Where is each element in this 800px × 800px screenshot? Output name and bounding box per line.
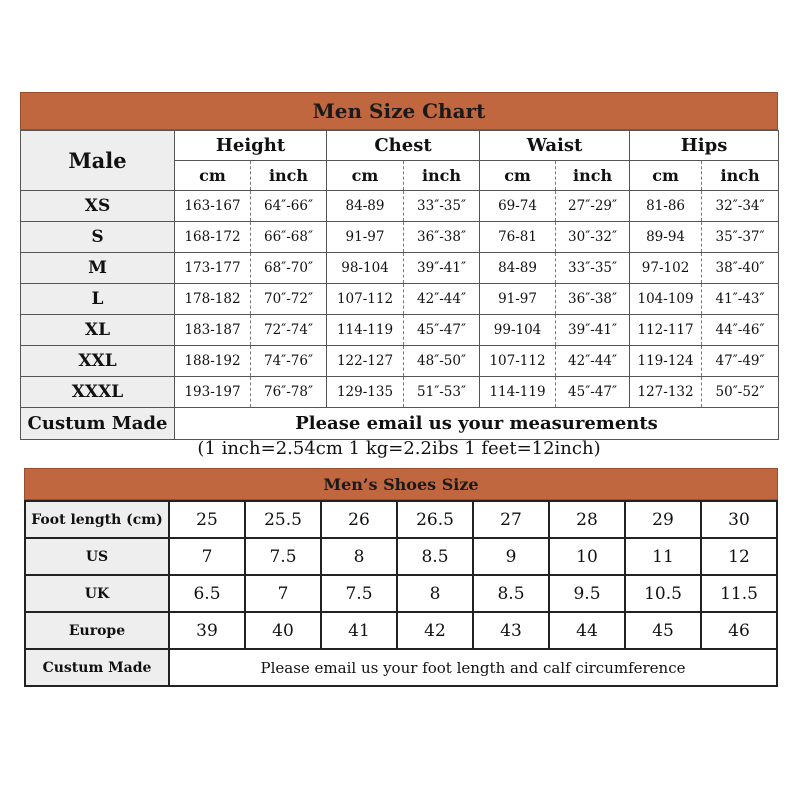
shoe-size-cell: 10 (549, 538, 625, 575)
cm-value-cell: 107-112 (480, 346, 556, 377)
male-label: Male (21, 131, 175, 191)
size-label: XXXL (21, 377, 175, 408)
cm-value-cell: 114-119 (480, 377, 556, 408)
shoe-size-cell: 8.5 (397, 538, 473, 575)
inch-value-cell: 64″-66″ (251, 191, 327, 222)
cm-value-cell: 104-109 (630, 284, 702, 315)
shoe-custom-row (25, 649, 777, 686)
inch-value-cell: 35″-37″ (702, 222, 779, 253)
cm-value-cell: 84-89 (480, 253, 556, 284)
cm-value-cell: 98-104 (327, 253, 404, 284)
conversion-note: (1 inch=2.54cm 1 kg=2.2ibs 1 feet=12inch) (197, 438, 601, 459)
unit-inch: inch (404, 161, 480, 191)
custom-made-label: Custum Made (21, 408, 175, 440)
size-row (21, 253, 779, 284)
shoe-size-cell: 26.5 (397, 501, 473, 538)
cm-value-cell: 91-97 (480, 284, 556, 315)
cm-value-cell: 84-89 (327, 191, 404, 222)
size-label: XXL (21, 346, 175, 377)
inch-value-cell: 36″-38″ (404, 222, 480, 253)
cm-value-cell: 99-104 (480, 315, 556, 346)
group-header-hips: Hips (630, 131, 779, 161)
size-row (21, 191, 779, 222)
cm-value-cell: 129-135 (327, 377, 404, 408)
group-header-row (21, 131, 779, 161)
shoe-row-label: Europe (25, 612, 169, 649)
shoe-size-cell: 43 (473, 612, 549, 649)
custom-made-row (21, 408, 779, 440)
shoe-size-cell: 29 (625, 501, 701, 538)
cm-value-cell: 173-177 (175, 253, 251, 284)
cm-value-cell: 163-167 (175, 191, 251, 222)
inch-value-cell: 33″-35″ (556, 253, 630, 284)
shoe-size-cell: 7 (245, 575, 321, 612)
shoe-row (25, 575, 777, 612)
cm-value-cell: 97-102 (630, 253, 702, 284)
custom-made-text: Please email us your measurements (175, 408, 779, 440)
shoe-size-cell: 11 (625, 538, 701, 575)
inch-value-cell: 30″-32″ (556, 222, 630, 253)
shoe-size-cell: 40 (245, 612, 321, 649)
cm-value-cell: 168-172 (175, 222, 251, 253)
size-row (21, 346, 779, 377)
inch-value-cell: 42″-44″ (556, 346, 630, 377)
shoe-size-cell: 12 (701, 538, 777, 575)
size-row (21, 315, 779, 346)
cm-value-cell: 114-119 (327, 315, 404, 346)
size-row (21, 222, 779, 253)
shoe-size-cell: 7 (169, 538, 245, 575)
shoe-size-cell: 46 (701, 612, 777, 649)
shoe-size-cell: 10.5 (625, 575, 701, 612)
shoe-size-cell: 42 (397, 612, 473, 649)
cm-value-cell: 89-94 (630, 222, 702, 253)
inch-value-cell: 45″-47″ (404, 315, 480, 346)
inch-value-cell: 50″-52″ (702, 377, 779, 408)
inch-value-cell: 66″-68″ (251, 222, 327, 253)
unit-cm: cm (175, 161, 251, 191)
size-label: XL (21, 315, 175, 346)
size-label: M (21, 253, 175, 284)
inch-value-cell: 68″-70″ (251, 253, 327, 284)
shoe-table (24, 500, 778, 687)
size-label: L (21, 284, 175, 315)
cm-value-cell: 119-124 (630, 346, 702, 377)
unit-cm: cm (327, 161, 404, 191)
inch-value-cell: 39″-41″ (556, 315, 630, 346)
shoe-size-cell: 25.5 (245, 501, 321, 538)
cm-value-cell: 188-192 (175, 346, 251, 377)
shoe-size-cell: 6.5 (169, 575, 245, 612)
inch-value-cell: 38″-40″ (702, 253, 779, 284)
shoe-size-cell: 9.5 (549, 575, 625, 612)
cm-value-cell: 69-74 (480, 191, 556, 222)
shoe-size-cell: 9 (473, 538, 549, 575)
shoe-size-cell: 8.5 (473, 575, 549, 612)
size-label: XS (21, 191, 175, 222)
size-row (21, 377, 779, 408)
inch-value-cell: 48″-50″ (404, 346, 480, 377)
shoe-size-cell: 8 (321, 538, 397, 575)
cm-value-cell: 178-182 (175, 284, 251, 315)
unit-cm: cm (480, 161, 556, 191)
group-header-chest: Chest (327, 131, 480, 161)
shoe-row-label: US (25, 538, 169, 575)
shoe-size-cell: 28 (549, 501, 625, 538)
group-header-height: Height (175, 131, 327, 161)
cm-value-cell: 193-197 (175, 377, 251, 408)
cm-value-cell: 122-127 (327, 346, 404, 377)
cm-value-cell: 107-112 (327, 284, 404, 315)
shoe-chart-title: Men’s Shoes Size (24, 468, 778, 500)
inch-value-cell: 70″-72″ (251, 284, 327, 315)
shoe-custom-text: Please email us your foot length and calf circumference (169, 649, 777, 686)
shoe-size-cell: 44 (549, 612, 625, 649)
size-row (21, 284, 779, 315)
shoe-size-cell: 45 (625, 612, 701, 649)
unit-inch: inch (251, 161, 327, 191)
cm-value-cell: 76-81 (480, 222, 556, 253)
inch-value-cell: 72″-74″ (251, 315, 327, 346)
shoe-size-cell: 26 (321, 501, 397, 538)
shoe-size-cell: 27 (473, 501, 549, 538)
shoe-size-cell: 11.5 (701, 575, 777, 612)
unit-inch: inch (702, 161, 779, 191)
inch-value-cell: 45″-47″ (556, 377, 630, 408)
shoe-size-cell: 25 (169, 501, 245, 538)
shoe-size-cell: 41 (321, 612, 397, 649)
men-size-chart (20, 92, 778, 440)
inch-value-cell: 36″-38″ (556, 284, 630, 315)
inch-value-cell: 41″-43″ (702, 284, 779, 315)
shoe-row-label: UK (25, 575, 169, 612)
group-header-waist: Waist (480, 131, 630, 161)
shoe-row (25, 612, 777, 649)
shoe-size-cell: 39 (169, 612, 245, 649)
inch-value-cell: 47″-49″ (702, 346, 779, 377)
inch-value-cell: 44″-46″ (702, 315, 779, 346)
size-table (20, 130, 779, 440)
inch-value-cell: 27″-29″ (556, 191, 630, 222)
cm-value-cell: 91-97 (327, 222, 404, 253)
shoe-size-cell: 7.5 (321, 575, 397, 612)
cm-value-cell: 183-187 (175, 315, 251, 346)
inch-value-cell: 76″-78″ (251, 377, 327, 408)
unit-inch: inch (556, 161, 630, 191)
shoe-row (25, 501, 777, 538)
unit-cm: cm (630, 161, 702, 191)
cm-value-cell: 127-132 (630, 377, 702, 408)
shoe-size-cell: 7.5 (245, 538, 321, 575)
size-label: S (21, 222, 175, 253)
shoe-size-chart (24, 468, 778, 687)
cm-value-cell: 112-117 (630, 315, 702, 346)
shoe-size-cell: 30 (701, 501, 777, 538)
shoe-row-label: Foot length (cm) (25, 501, 169, 538)
shoe-row (25, 538, 777, 575)
inch-value-cell: 33″-35″ (404, 191, 480, 222)
inch-value-cell: 32″-34″ (702, 191, 779, 222)
shoe-custom-label: Custum Made (25, 649, 169, 686)
shoe-size-cell: 8 (397, 575, 473, 612)
inch-value-cell: 74″-76″ (251, 346, 327, 377)
inch-value-cell: 42″-44″ (404, 284, 480, 315)
cm-value-cell: 81-86 (630, 191, 702, 222)
inch-value-cell: 51″-53″ (404, 377, 480, 408)
size-chart-title: Men Size Chart (20, 92, 778, 130)
inch-value-cell: 39″-41″ (404, 253, 480, 284)
